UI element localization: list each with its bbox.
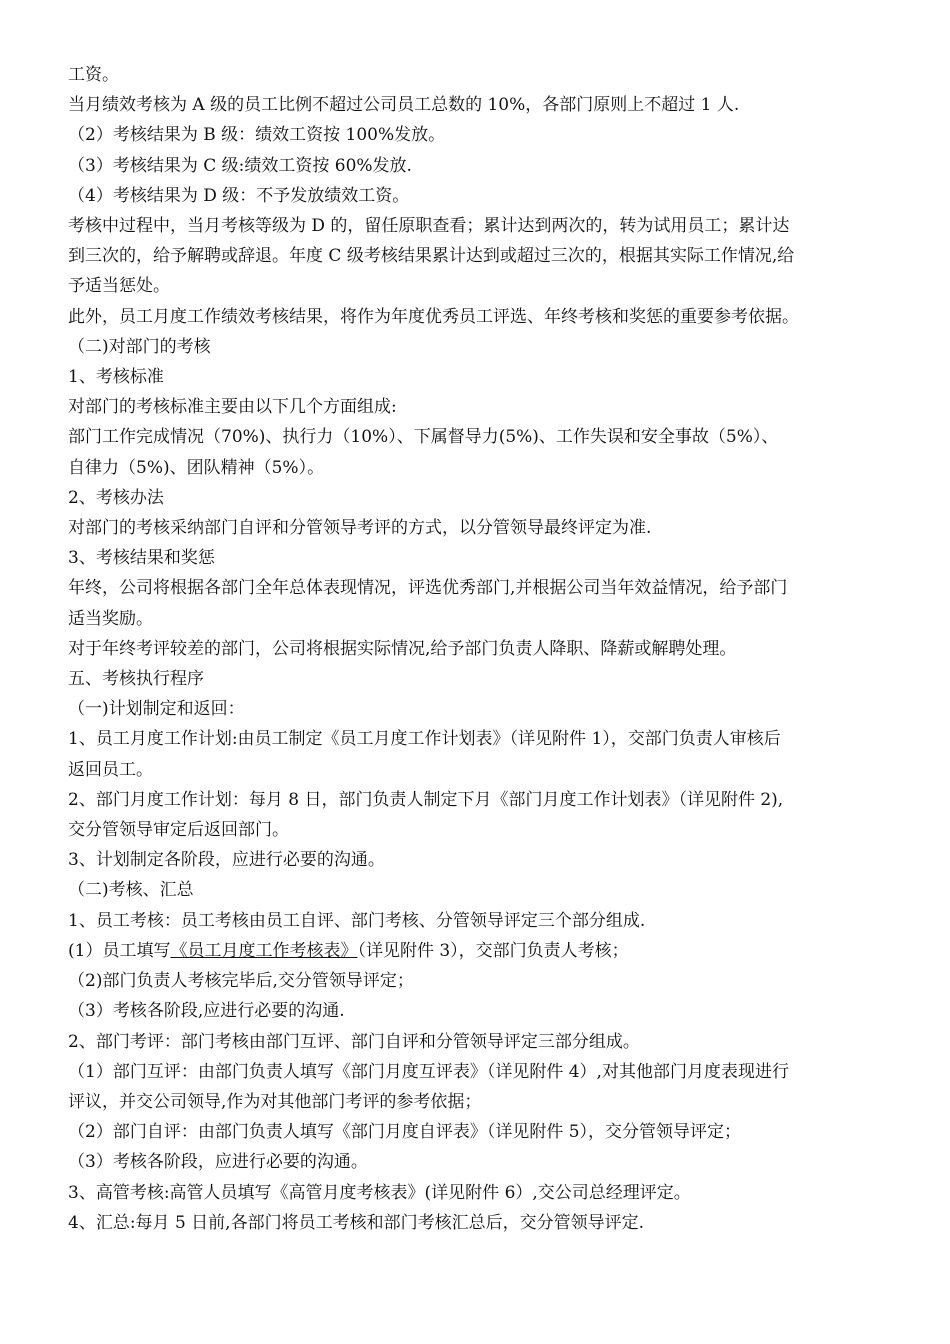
section-heading: （二)考核、汇总 (68, 880, 194, 901)
text-line: （2）考核结果为 B 级：绩效工资按 100%发放。 (68, 125, 446, 146)
text-line: （2）部门自评：由部门负责人填写《部门月度自评表》（详见附件 5），交分管领导评定； (68, 1122, 742, 1143)
text-line: 工资。 (68, 65, 119, 85)
text-line: 对于年终考评较差的部门，公司将根据实际情况,给予部门负责人降职、降薪或解聘处理。 (68, 638, 737, 659)
text-line: 评议，并交公司领导,作为对其他部门考评的参考依据； (68, 1091, 482, 1112)
text-line: 3、计划制定各阶段，应进行必要的沟通。 (68, 850, 385, 871)
text-line: （3）考核各阶段，应进行必要的沟通。 (68, 1152, 368, 1173)
subsection-heading: 1、考核标准 (68, 367, 164, 388)
text-line (68, 936, 886, 966)
text-segment: (1）员工填写 (68, 940, 171, 961)
text-line: 交分管领导审定后返回部门。 (68, 820, 289, 841)
text-line: 4、汇总:每月 5 日前,各部门将员工考核和部门考核汇总后，交分管领导评定. (68, 1212, 644, 1233)
document-body (68, 60, 886, 1238)
text-line: 1、员工月度工作计划:由员工制定《员工月度工作计划表》（详见附件 1），交部门负责人审核后 (68, 729, 781, 750)
text-line: （2)部门负责人考核完毕后,交分管领导评定； (68, 971, 414, 992)
text-line: 当月绩效考核为 A 级的员工比例不超过公司员工总数的 10%，各部门原则上不超过 1 人. (68, 95, 740, 116)
text-line: 自律力（5%)、团队精神（5%）。 (68, 457, 325, 478)
text-line: 2、部门月度工作计划：每月 8 日，部门负责人制定下月《部门月度工作计划表》（详见附件 2), (68, 789, 784, 810)
text-line: 2、部门考评：部门考核由部门互评、部门自评和分管领导评定三部分组成。 (68, 1031, 640, 1052)
text-line: 适当奖励。 (68, 608, 153, 629)
text-line: （3）考核各阶段,应进行必要的沟通. (68, 1001, 345, 1022)
text-line: 3、高管考核:高管人员填写《高管月度考核表》(详见附件 6）,交公司总经理评定。 (68, 1182, 691, 1203)
text-line: 年终，公司将根据各部门全年总体表现情况，评选优秀部门,并根据公司当年效益情况，给予部门 (68, 578, 788, 599)
section-heading: （二)对部门的考核 (68, 336, 211, 357)
text-line: 返回员工。 (68, 759, 153, 780)
text-line: （3）考核结果为 C 级:绩效工资按 60%发放. (68, 155, 412, 176)
text-line: （4）考核结果为 D 级：不予发放绩效工资。 (68, 185, 410, 206)
subsection-heading: 3、考核结果和奖惩 (68, 548, 215, 569)
text-line: 予适当惩处。 (68, 276, 170, 297)
underlined-form-title: 《员工月度工作考核表》 (170, 940, 358, 961)
subsection-heading: 2、考核办法 (68, 487, 164, 508)
text-line: 部门工作完成情况（70%)、执行力（10%）、下属督导力(5%)、工作失误和安全事故（5%）、 (68, 427, 779, 448)
text-line: 此外，员工月度工作绩效考核结果，将作为年度优秀员工评选、年终考核和奖惩的重要参考依据。 (68, 306, 799, 327)
text-line: 到三次的，给予解聘或辞退。年度 C 级考核结果累计达到或超过三次的，根据其实际工作情况,给 (68, 246, 795, 267)
text-line: 对部门的考核采纳部门自评和分管领导考评的方式，以分管领导最终评定为准. (68, 518, 652, 539)
text-line: 1、员工考核：员工考核由员工自评、部门考核、分管领导评定三个部分组成. (68, 910, 646, 931)
chapter-heading: 五、考核执行程序 (68, 669, 204, 690)
text-line: （1）部门互评：由部门负责人填写《部门月度互评表》（详见附件 4）,对其他部门月度表现进行 (68, 1061, 789, 1082)
text-line: 考核中过程中，当月考核等级为 D 的，留任原职查看；累计达到两次的，转为试用员工；累计达 (68, 216, 790, 237)
text-segment: （详见附件 3），交部门负责人考核； (357, 940, 629, 961)
section-heading: （一)计划制定和返回： (68, 699, 245, 720)
text-line: 对部门的考核标准主要由以下几个方面组成: (68, 397, 397, 418)
